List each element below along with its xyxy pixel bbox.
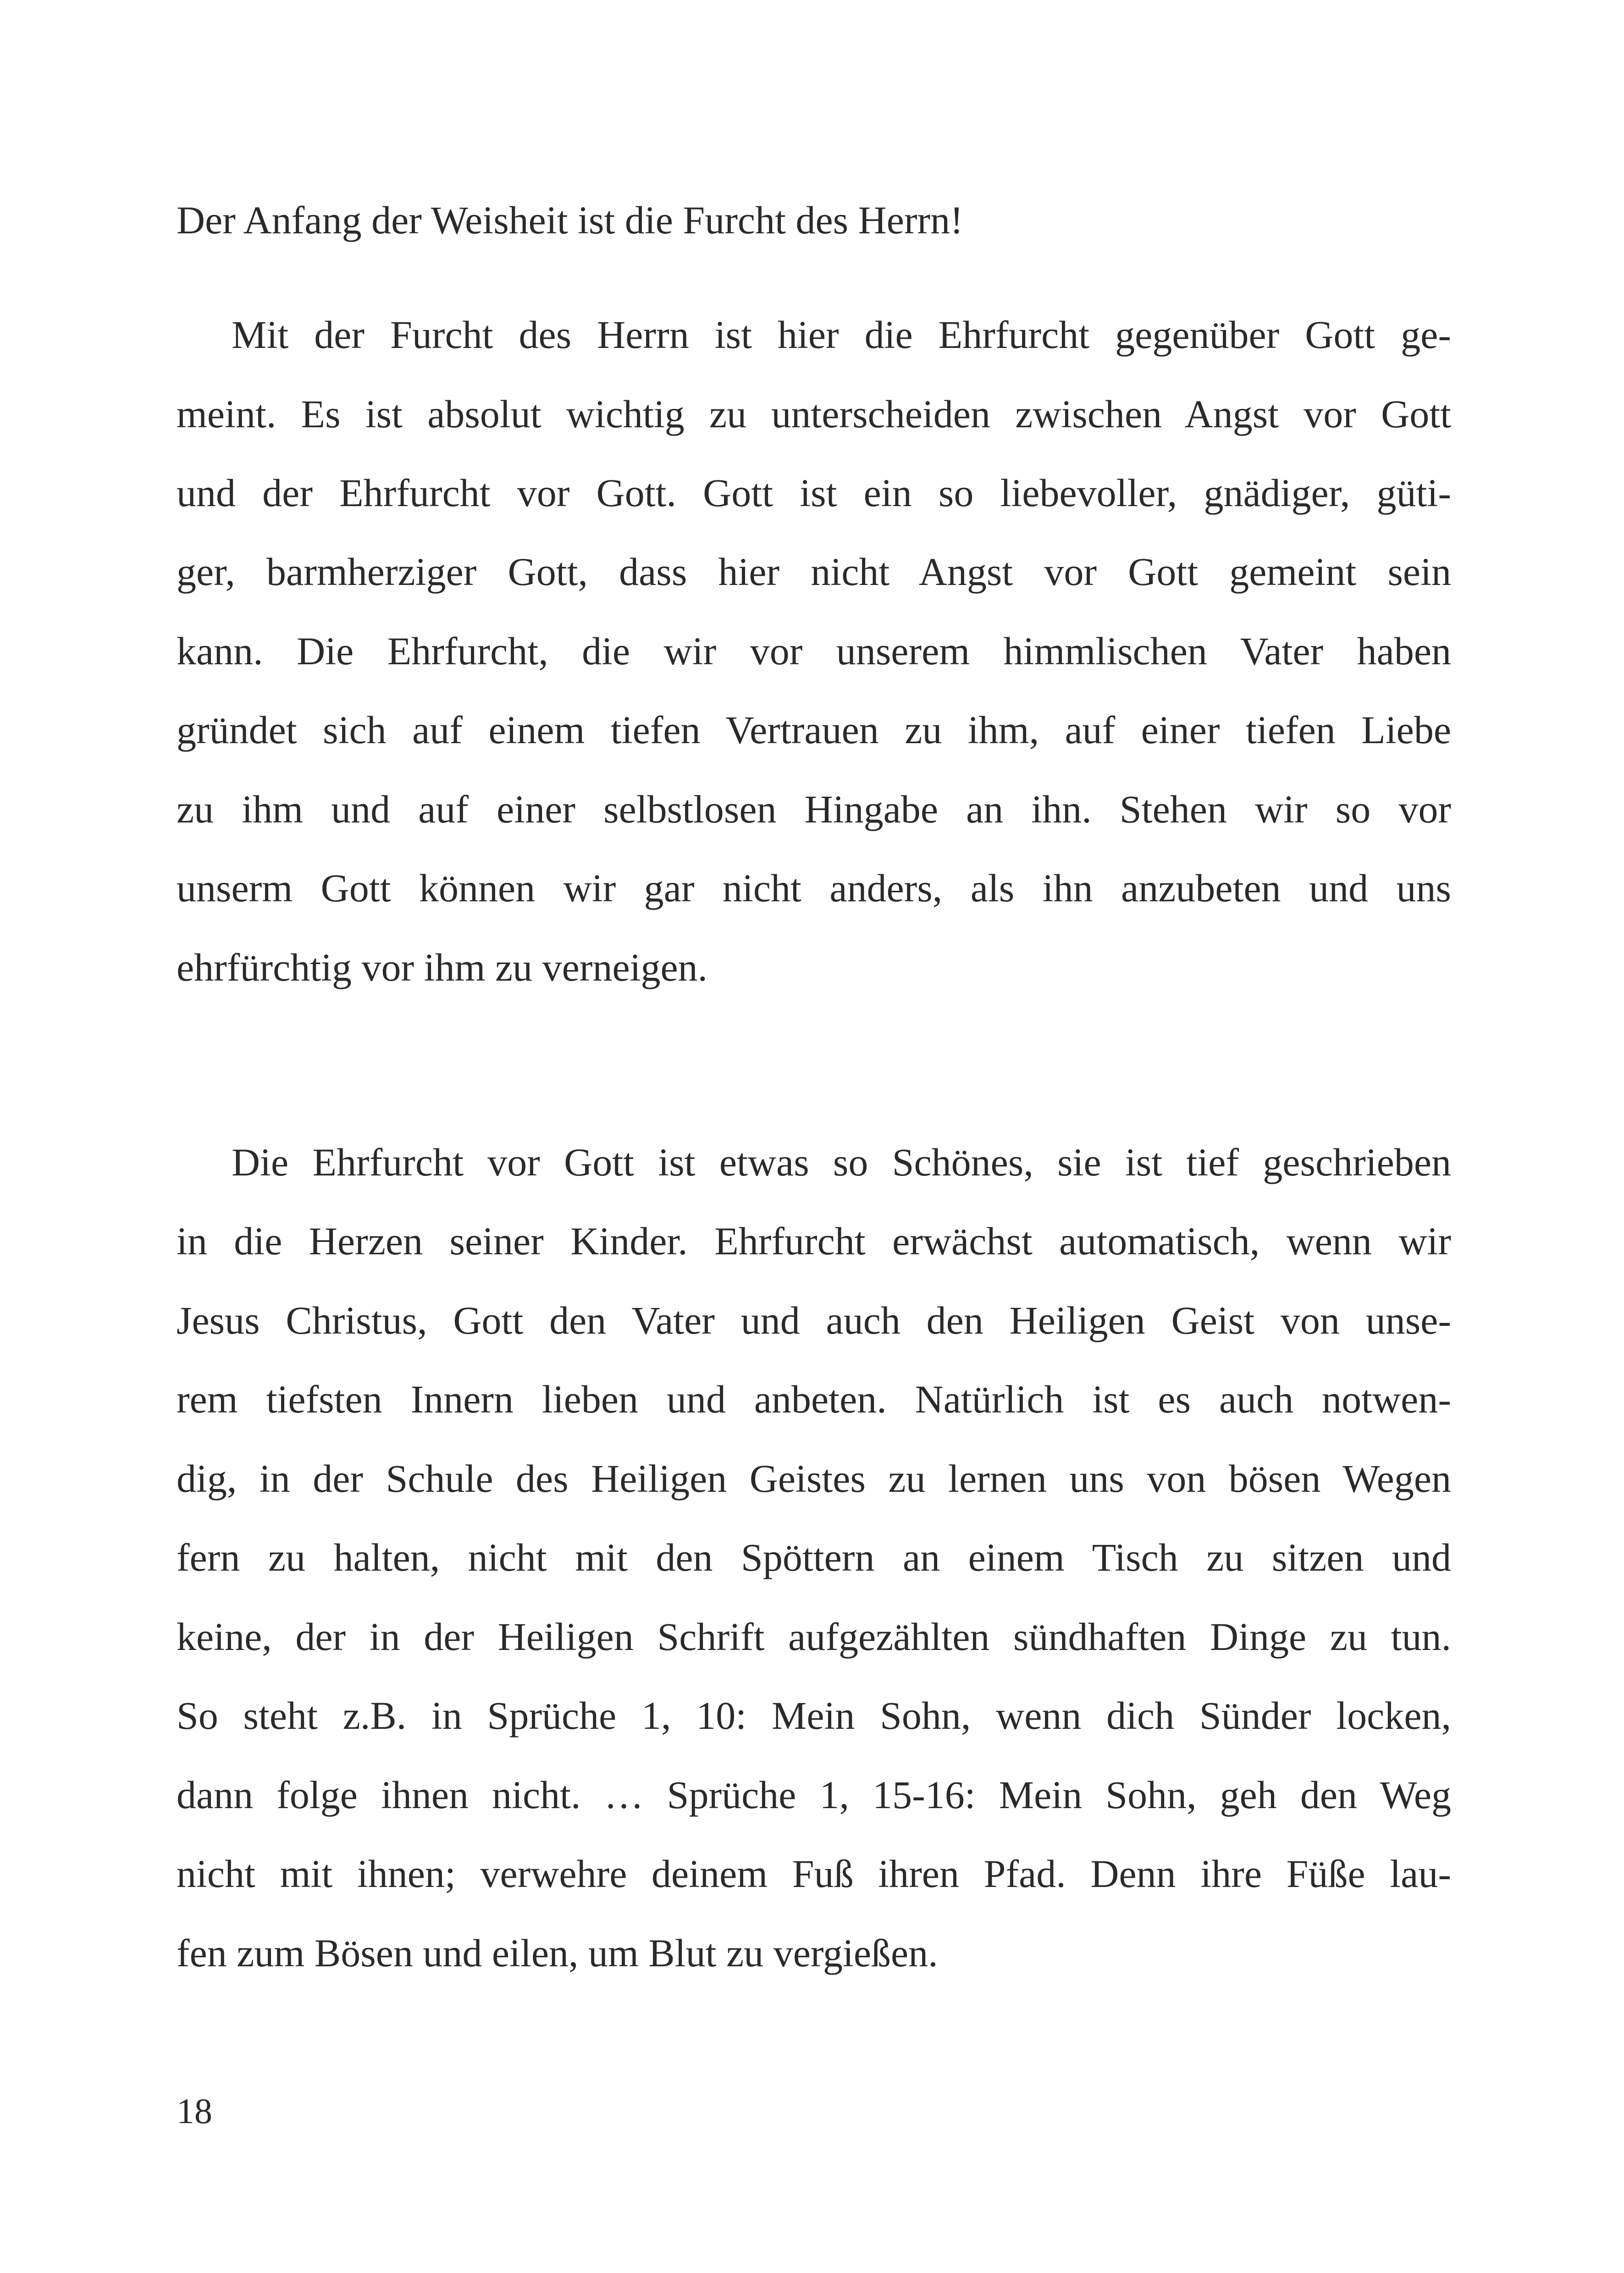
paragraph-1-line-4: ger, barmherziger Gott, dass hier nicht Angst vor Gott gemeint sein [177, 550, 1451, 594]
paragraph-2-line-5: dig, in der Schule des Heiligen Geistes zu lernen uns von bösen Wegen [177, 1456, 1451, 1501]
paragraph-1-line-2: meint. Es ist absolut wichtig zu unterscheiden zwischen Angst vor Gott [177, 392, 1451, 436]
paragraph-2-line-10: nicht mit ihnen; verwehre deinem Fuß ihren Pfad. Denn ihre Füße lau- [177, 1852, 1451, 1896]
paragraph-2-line-9: dann folge ihnen nicht. … Sprüche 1, 15-16: Mein Sohn, geh den Weg [177, 1773, 1451, 1817]
paragraph-2-line-8: So steht z.B. in Sprüche 1, 10: Mein Sohn, wenn dich Sünder locken, [177, 1694, 1451, 1738]
paragraph-1-line-9: ehrfürchtig vor ihm zu verneigen. [177, 945, 708, 989]
page-number: 18 [177, 2091, 212, 2131]
paragraph-1-line-5: kann. Die Ehrfurcht, die wir vor unserem himmlischen Vater haben [177, 629, 1451, 673]
paragraph-2-line-6: fern zu halten, nicht mit den Spöttern an einem Tisch zu sitzen und [177, 1535, 1451, 1579]
paragraph-2-line-4: rem tiefsten Innern lieben und anbeten. Natürlich ist es auch notwen- [177, 1377, 1451, 1421]
paragraph-2-line-7: keine, der in der Heiligen Schrift aufgezählten sündhaften Dinge zu tun. [177, 1615, 1451, 1659]
paragraph-1-line-8: unserm Gott können wir gar nicht anders, als ihn anzubeten und uns [177, 866, 1451, 910]
opening-verse-line: Der Anfang der Weisheit ist die Furcht des Herrn! [177, 198, 963, 242]
paragraph-1-line-7: zu ihm und auf einer selbstlosen Hingabe an ihn. Stehen wir so vor [177, 787, 1451, 831]
paragraph-2-line-1: Die Ehrfurcht vor Gott ist etwas so Schönes, sie ist tief geschrieben [232, 1140, 1451, 1184]
paragraph-1-line-1: Mit der Furcht des Herrn ist hier die Ehrfurcht gegenüber Gott ge- [232, 313, 1451, 357]
paragraph-2-line-3: Jesus Christus, Gott den Vater und auch den Heiligen Geist von unse- [177, 1298, 1451, 1342]
paragraph-1-line-6: gründet sich auf einem tiefen Vertrauen zu ihm, auf einer tiefen Liebe [177, 708, 1451, 752]
paragraph-2-line-2: in die Herzen seiner Kinder. Ehrfurcht erwächst automatisch, wenn wir [177, 1219, 1451, 1263]
paragraph-1-line-3: und der Ehrfurcht vor Gott. Gott ist ein so liebevoller, gnädiger, güti- [177, 471, 1451, 515]
paragraph-2-line-11: fen zum Bösen und eilen, um Blut zu vergießen. [177, 1931, 938, 1975]
